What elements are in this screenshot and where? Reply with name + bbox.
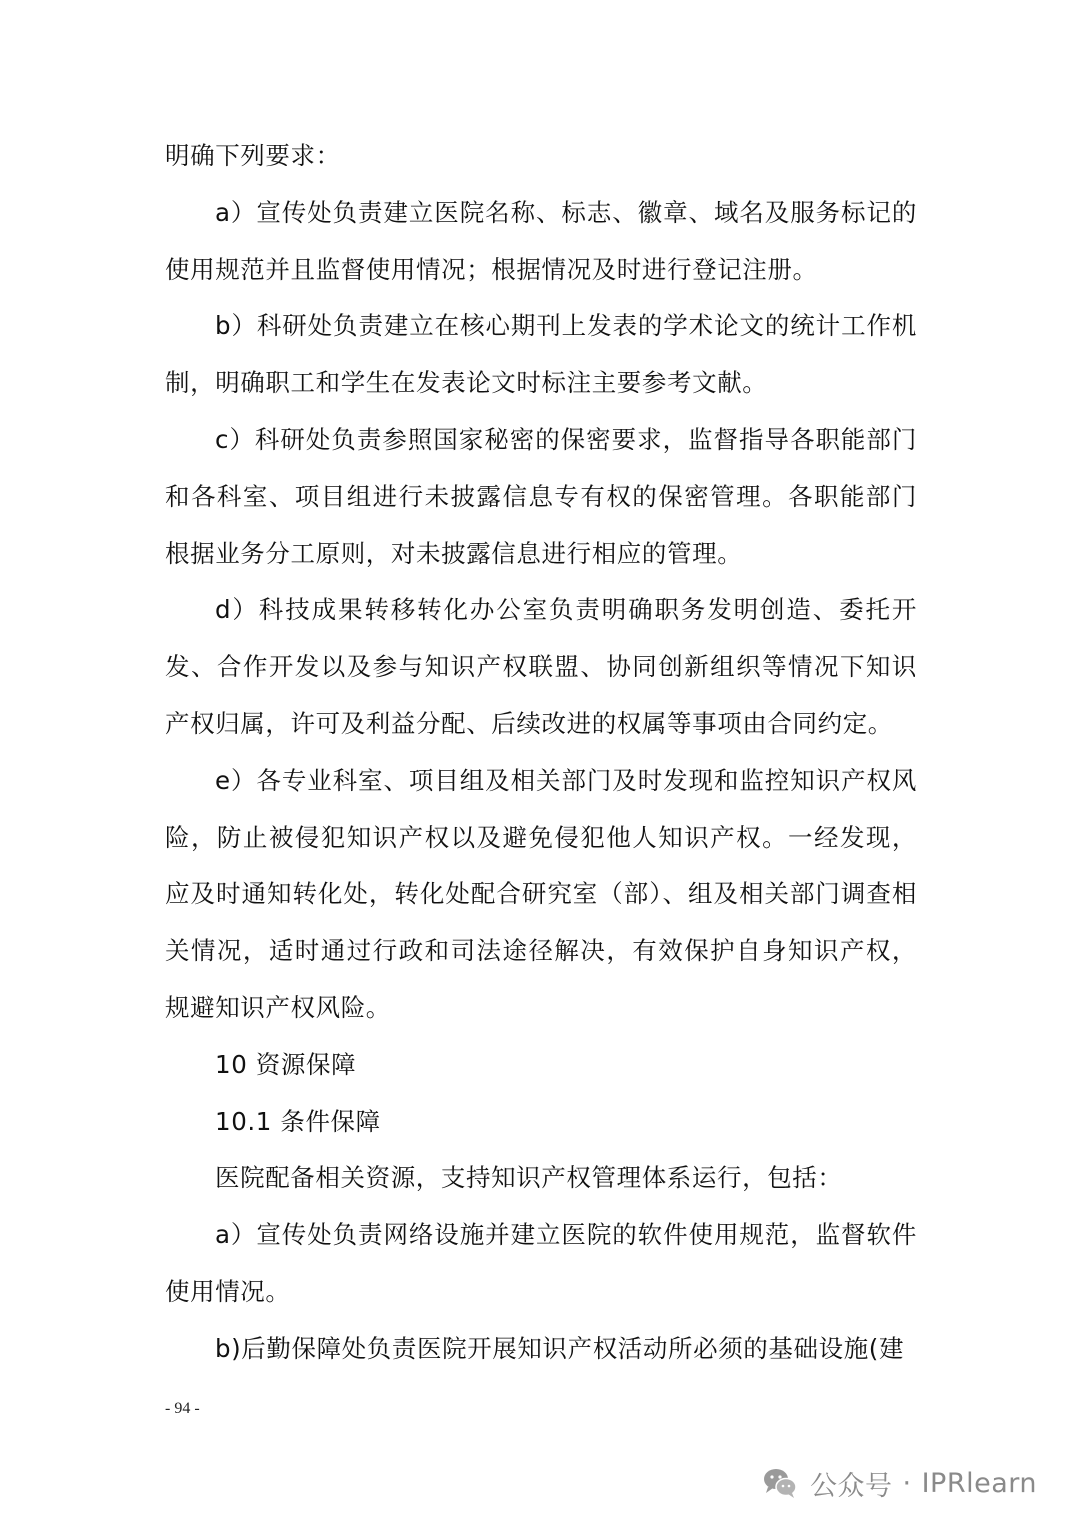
watermark bbox=[762, 1458, 1037, 1508]
watermark-source: 公众号 bbox=[810, 1470, 893, 1502]
paragraph: b)后勤保障处负责医院开展知识产权活动所必须的基础设施(建 bbox=[215, 1333, 905, 1363]
wechat-icon bbox=[762, 1467, 798, 1499]
paragraph: e）各专业科室、项目组及相关部门及时发现和监控知识产权风险，防止被侵犯知识产权以及避免侵犯他人知识产权。一经发现，应及时通知转化处，转化处配合研究室（部）、组及相关部门调查相关情况，适时通过行政和司法途径解决，有效保护自身知识产权，规避知识产权风险。 bbox=[165, 765, 917, 1022]
page-number: - 94 - bbox=[165, 1400, 200, 1417]
watermark-account: IPRlearn bbox=[921, 1467, 1037, 1499]
paragraph: 医院配备相关资源，支持知识产权管理体系运行，包括： bbox=[215, 1163, 843, 1193]
paragraph: c）科研处负责参照国家秘密的保密要求，监督指导各职能部门和各科室、项目组进行未披露信息专有权的保密管理。各职能部门根据业务分工原则，对未披露信息进行相应的管理。 bbox=[165, 424, 917, 568]
subsection-heading: 10.1 条件保障 bbox=[215, 1106, 381, 1136]
watermark-separator: · bbox=[902, 1467, 912, 1499]
paragraph: b）科研处负责建立在核心期刊上发表的学术论文的统计工作机制，明确职工和学生在发表论文时标注主要参考文献。 bbox=[165, 311, 917, 398]
document-body bbox=[165, 128, 917, 1378]
paragraph: a）宣传处负责建立医院名称、标志、徽章、域名及服务标记的使用规范并且监督使用情况；根据情况及时进行登记注册。 bbox=[165, 197, 917, 284]
paragraph: 明确下列要求： bbox=[165, 141, 341, 170]
section-heading: 10 资源保障 bbox=[215, 1049, 357, 1079]
paragraph: d）科技成果转移转化办公室负责明确职务发明创造、委托开发、合作开发以及参与知识产权联盟、协同创新组织等情况下知识产权归属，许可及利益分配、后续改进的权属等事项由合同约定。 bbox=[165, 595, 917, 738]
paragraph: a）宣传处负责网络设施并建立医院的软件使用规范，监督软件使用情况。 bbox=[165, 1220, 917, 1306]
